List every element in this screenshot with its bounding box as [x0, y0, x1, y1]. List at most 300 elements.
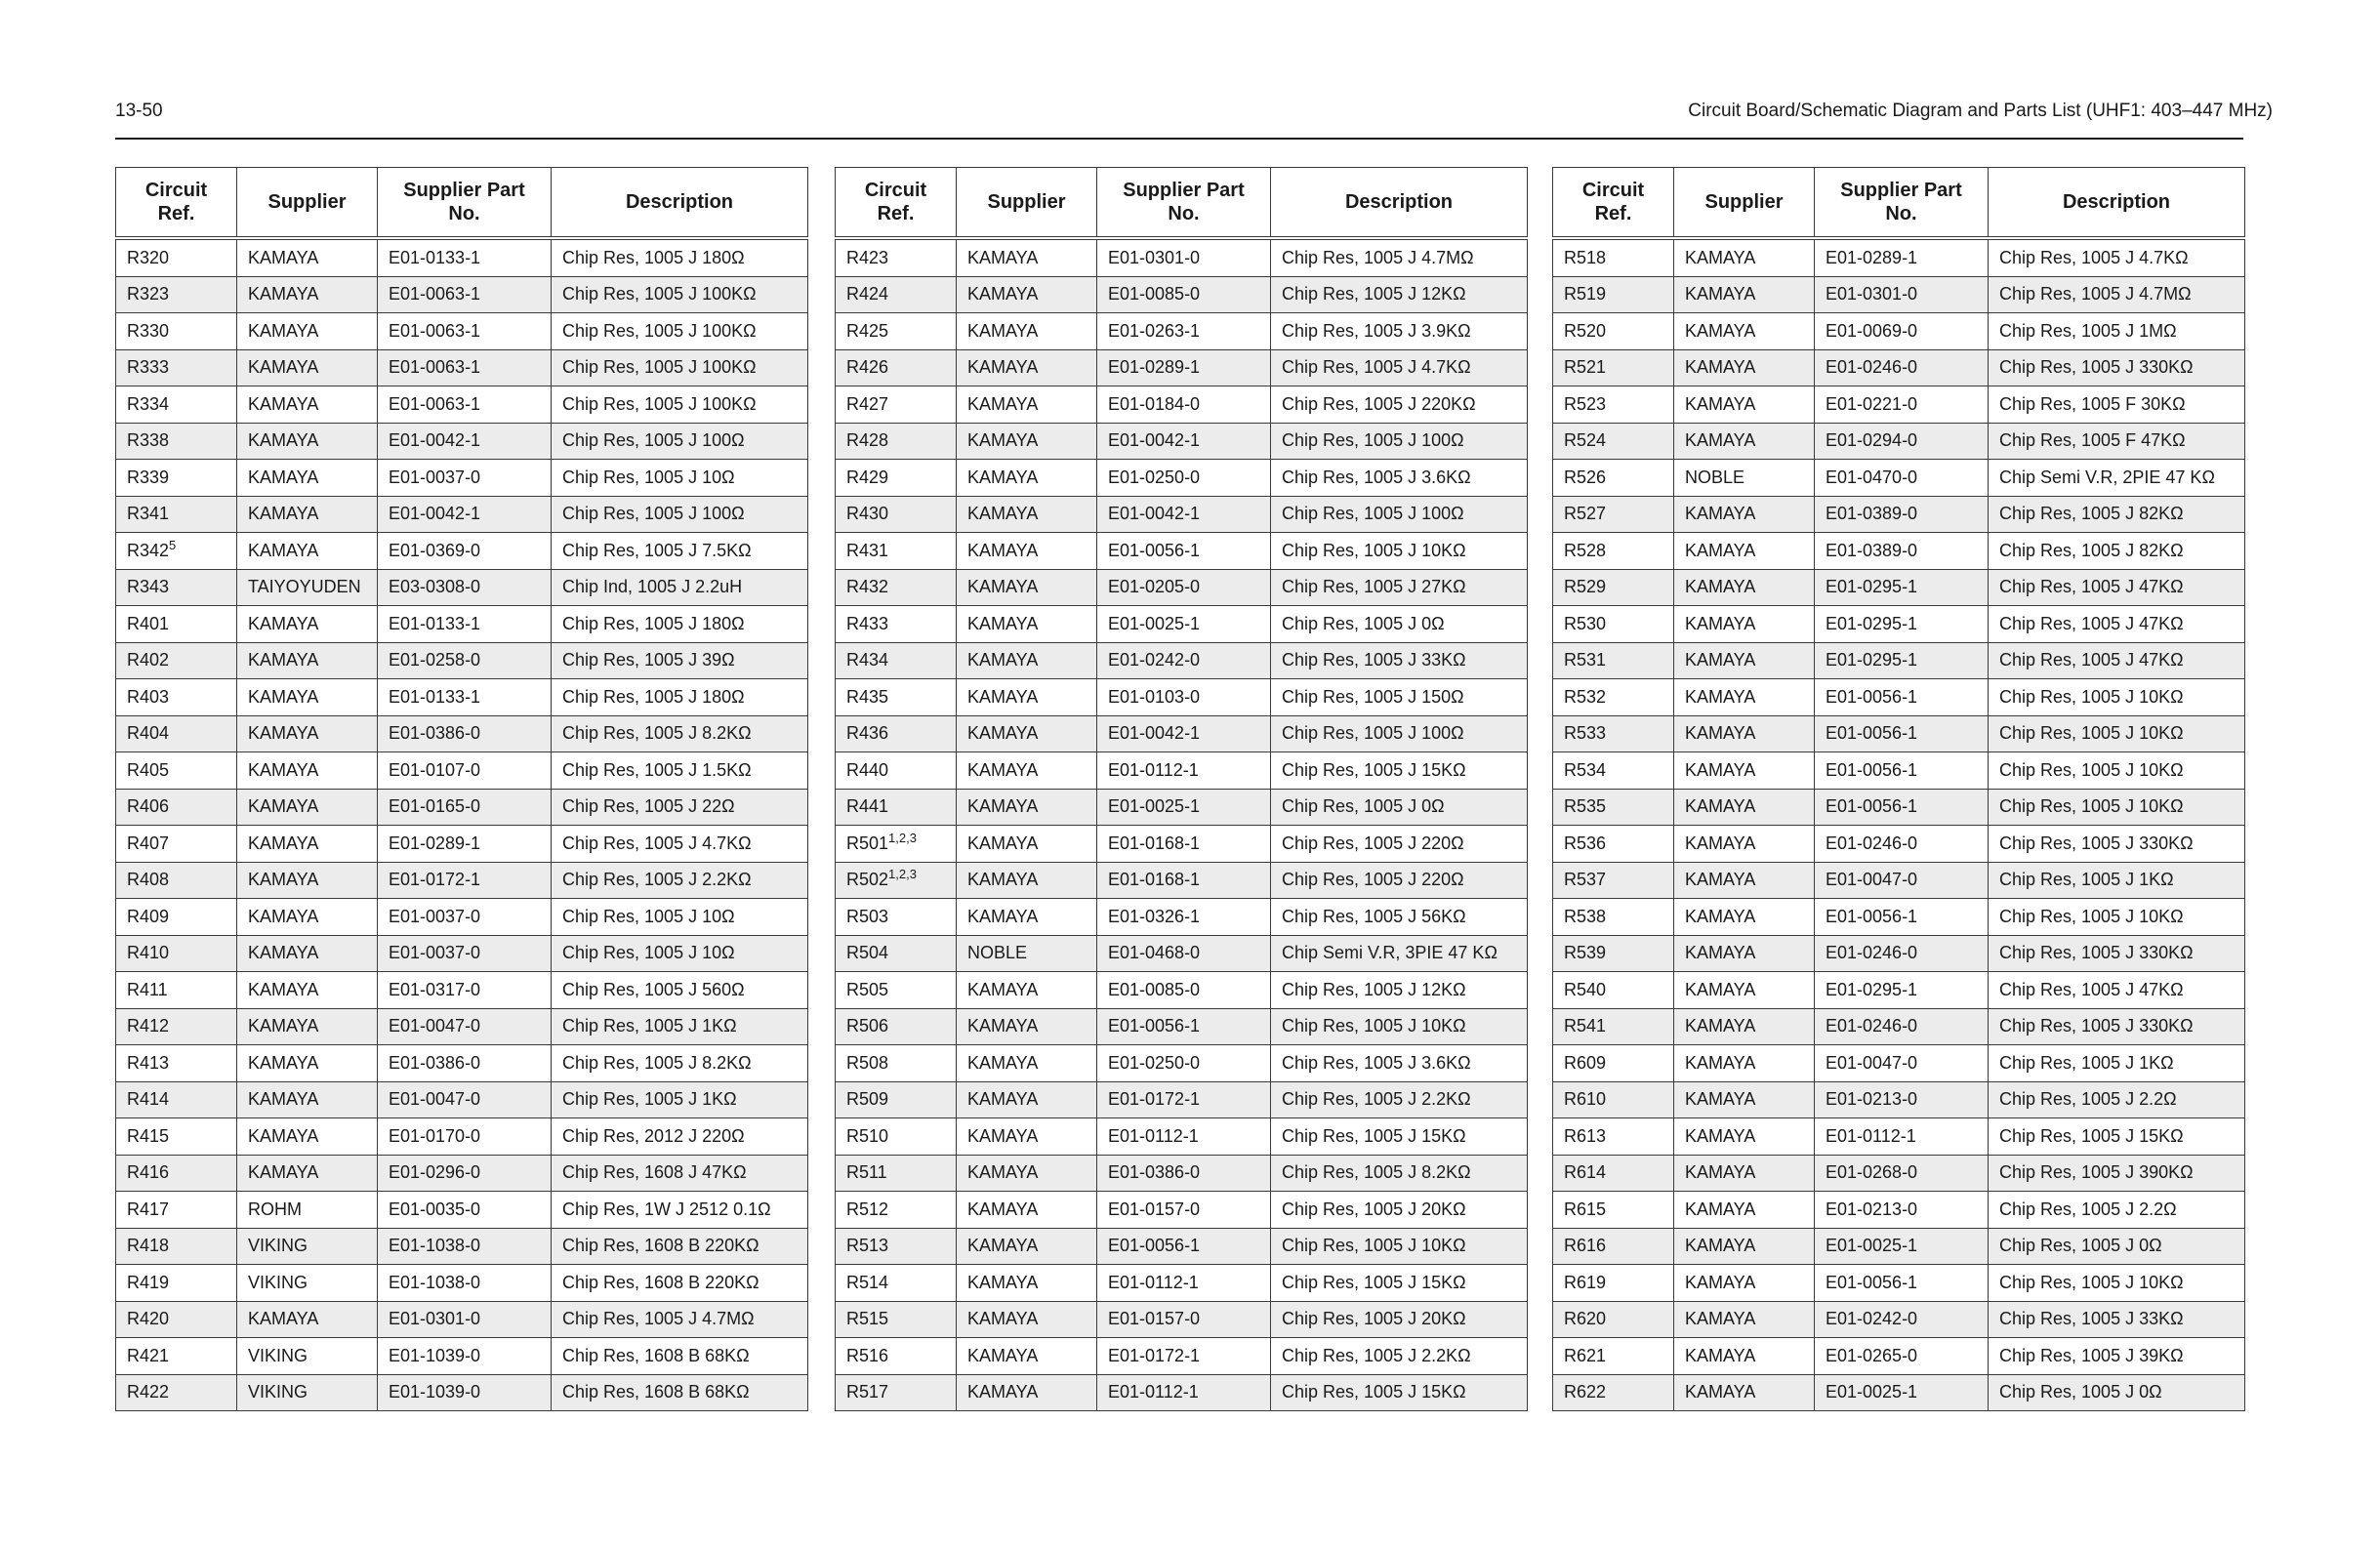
table-row [116, 1118, 808, 1156]
table-row [836, 1374, 1528, 1411]
description-cell: Chip Res, 1608 B 220KΩ [552, 1265, 808, 1302]
circuit-ref-cell [836, 1008, 957, 1045]
circuit-ref-cell [1553, 715, 1674, 752]
circuit-ref-cell [836, 826, 957, 863]
supplier-part-no-cell: E01-0184-0 [1097, 386, 1271, 424]
supplier-cell: VIKING [237, 1228, 378, 1265]
description-cell: Chip Res, 1005 J 4.7MΩ [1271, 238, 1528, 276]
supplier-cell: KAMAYA [1674, 386, 1815, 424]
supplier-part-no-cell: E01-0056-1 [1815, 679, 1989, 716]
table-row [836, 533, 1528, 570]
supplier-cell: KAMAYA [237, 606, 378, 643]
description-cell: Chip Res, 1005 J 82KΩ [1989, 496, 2245, 533]
circuit-ref: R430 [846, 504, 889, 524]
circuit-ref-cell [1553, 1374, 1674, 1411]
table-row [1553, 1118, 2245, 1156]
circuit-ref-cell [116, 1338, 237, 1375]
circuit-ref-cell [836, 1081, 957, 1118]
footnote-superscript: 1,2,3 [888, 830, 917, 845]
table-row [836, 460, 1528, 497]
circuit-ref-cell [116, 1265, 237, 1302]
table-row [836, 1118, 1528, 1156]
supplier-cell: KAMAYA [1674, 935, 1815, 972]
circuit-ref: R538 [1564, 906, 1607, 926]
supplier-part-no-cell: E01-0112-1 [1815, 1118, 1989, 1156]
supplier-part-no-cell: E01-0221-0 [1815, 386, 1989, 424]
supplier-cell: KAMAYA [1674, 715, 1815, 752]
circuit-ref-cell [1553, 1338, 1674, 1375]
description-cell: Chip Res, 1005 J 3.6KΩ [1271, 460, 1528, 497]
circuit-ref-cell [1553, 935, 1674, 972]
supplier-part-no-cell: E01-0386-0 [378, 1045, 552, 1082]
supplier-part-no-cell: E01-0133-1 [378, 238, 552, 276]
description-cell: Chip Res, 1005 J 1MΩ [1989, 313, 2245, 350]
table-row [1553, 899, 2245, 936]
supplier-part-no-cell: E01-0172-1 [1097, 1338, 1271, 1375]
circuit-ref-cell [836, 1228, 957, 1265]
circuit-ref-cell [836, 1301, 957, 1338]
circuit-ref-cell [836, 642, 957, 679]
description-cell: Chip Res, 1005 J 39Ω [552, 642, 808, 679]
table-row [1553, 313, 2245, 350]
supplier-part-no-cell: E01-0056-1 [1815, 1265, 1989, 1302]
table-row [116, 935, 808, 972]
table-row [836, 569, 1528, 606]
supplier-cell: KAMAYA [957, 1081, 1097, 1118]
supplier-part-no-cell: E01-0470-0 [1815, 460, 1989, 497]
table-row [1553, 935, 2245, 972]
header-supplier: Supplier [957, 168, 1097, 239]
circuit-ref-cell [1553, 862, 1674, 899]
description-cell: Chip Res, 1005 J 100Ω [1271, 715, 1528, 752]
supplier-cell: KAMAYA [957, 313, 1097, 350]
circuit-ref-cell [1553, 386, 1674, 424]
supplier-part-no-cell: E01-0037-0 [378, 460, 552, 497]
circuit-ref: R609 [1564, 1052, 1607, 1073]
table-row [836, 642, 1528, 679]
supplier-cell: KAMAYA [1674, 752, 1815, 790]
circuit-ref: R407 [127, 833, 170, 853]
circuit-ref: R431 [846, 540, 889, 560]
description-cell: Chip Res, 1005 J 10KΩ [1989, 715, 2245, 752]
description-cell: Chip Res, 1005 J 1KΩ [552, 1081, 808, 1118]
supplier-cell: KAMAYA [237, 423, 378, 460]
supplier-part-no-cell: E01-0296-0 [378, 1155, 552, 1192]
circuit-ref: R520 [1564, 320, 1607, 341]
circuit-ref: R514 [846, 1272, 889, 1292]
circuit-ref-cell [1553, 1192, 1674, 1229]
description-cell: Chip Res, 2012 J 220Ω [552, 1118, 808, 1156]
supplier-cell: KAMAYA [957, 606, 1097, 643]
description-cell: Chip Res, 1005 J 47KΩ [1989, 569, 2245, 606]
circuit-ref-cell [836, 460, 957, 497]
table-row [836, 826, 1528, 863]
circuit-ref: R532 [1564, 686, 1607, 707]
table-row [1553, 423, 2245, 460]
table-row [1553, 1301, 2245, 1338]
supplier-cell: KAMAYA [237, 935, 378, 972]
supplier-cell: KAMAYA [1674, 276, 1815, 313]
table-row [116, 1081, 808, 1118]
supplier-cell: NOBLE [1674, 460, 1815, 497]
supplier-cell: KAMAYA [957, 1192, 1097, 1229]
circuit-ref: R323 [127, 284, 170, 305]
supplier-part-no-cell: E01-0047-0 [1815, 1045, 1989, 1082]
table-row [836, 423, 1528, 460]
circuit-ref: R428 [846, 430, 889, 451]
circuit-ref: R521 [1564, 357, 1607, 378]
supplier-part-no-cell: E01-0289-1 [378, 826, 552, 863]
table-row [1553, 1081, 2245, 1118]
circuit-ref-cell [1553, 679, 1674, 716]
supplier-part-no-cell: E01-0063-1 [378, 313, 552, 350]
circuit-ref-cell [116, 1045, 237, 1082]
supplier-cell: KAMAYA [957, 349, 1097, 386]
description-cell: Chip Res, 1005 J 10KΩ [1989, 679, 2245, 716]
supplier-part-no-cell: E01-0063-1 [378, 386, 552, 424]
supplier-part-no-cell: E01-0295-1 [1815, 569, 1989, 606]
table-row [116, 533, 808, 570]
supplier-part-no-cell: E01-0112-1 [1097, 752, 1271, 790]
table-row [116, 1155, 808, 1192]
supplier-cell: KAMAYA [237, 642, 378, 679]
circuit-ref: R420 [127, 1309, 170, 1329]
description-cell: Chip Res, 1005 J 10KΩ [1271, 1228, 1528, 1265]
supplier-cell: KAMAYA [237, 533, 378, 570]
header-description: Description [552, 168, 808, 239]
circuit-ref: R510 [846, 1125, 889, 1146]
supplier-cell: KAMAYA [237, 715, 378, 752]
circuit-ref: R341 [127, 504, 170, 524]
description-cell: Chip Res, 1005 J 100Ω [1271, 423, 1528, 460]
table-row [116, 642, 808, 679]
circuit-ref: R527 [1564, 504, 1607, 524]
circuit-ref-cell [116, 1192, 237, 1229]
circuit-ref: R610 [1564, 1089, 1607, 1110]
circuit-ref: R412 [127, 1016, 170, 1036]
description-cell: Chip Res, 1005 J 220Ω [1271, 862, 1528, 899]
circuit-ref: R406 [127, 796, 170, 817]
description-cell: Chip Res, 1005 J 1KΩ [1989, 1045, 2245, 1082]
circuit-ref: R434 [846, 650, 889, 670]
supplier-part-no-cell: E01-0056-1 [1815, 789, 1989, 826]
supplier-cell: KAMAYA [957, 899, 1097, 936]
supplier-part-no-cell: E01-0168-1 [1097, 862, 1271, 899]
supplier-cell: KAMAYA [237, 460, 378, 497]
supplier-part-no-cell: E01-0242-0 [1815, 1301, 1989, 1338]
supplier-cell: KAMAYA [957, 1118, 1097, 1156]
supplier-cell: KAMAYA [1674, 972, 1815, 1009]
supplier-part-no-cell: E01-0326-1 [1097, 899, 1271, 936]
circuit-ref: R526 [1564, 467, 1607, 487]
table-row [836, 606, 1528, 643]
supplier-part-no-cell: E01-0069-0 [1815, 313, 1989, 350]
supplier-part-no-cell: E01-0301-0 [1097, 238, 1271, 276]
circuit-ref: R516 [846, 1345, 889, 1365]
description-cell: Chip Res, 1005 J 2.2Ω [1989, 1081, 2245, 1118]
description-cell: Chip Res, 1005 J 150Ω [1271, 679, 1528, 716]
circuit-ref: R418 [127, 1236, 170, 1256]
circuit-ref-cell [836, 386, 957, 424]
circuit-ref-cell [1553, 1155, 1674, 1192]
supplier-cell: KAMAYA [237, 1118, 378, 1156]
table-row [836, 679, 1528, 716]
supplier-cell: ROHM [237, 1192, 378, 1229]
circuit-ref-cell [116, 1008, 237, 1045]
description-cell: Chip Res, 1005 J 180Ω [552, 679, 808, 716]
description-cell: Chip Res, 1608 B 220KΩ [552, 1228, 808, 1265]
circuit-ref-cell [116, 386, 237, 424]
header-circuit-ref: Circuit Ref. [116, 168, 237, 239]
table-row [116, 862, 808, 899]
supplier-part-no-cell: E01-0170-0 [378, 1118, 552, 1156]
supplier-cell: KAMAYA [1674, 569, 1815, 606]
circuit-ref-cell [1553, 1228, 1674, 1265]
circuit-ref-cell [116, 1155, 237, 1192]
table-row [116, 1008, 808, 1045]
supplier-cell: KAMAYA [957, 276, 1097, 313]
supplier-part-no-cell: E01-0295-1 [1815, 642, 1989, 679]
table-row [836, 789, 1528, 826]
supplier-part-no-cell: E01-0295-1 [1815, 972, 1989, 1009]
description-cell: Chip Res, 1005 J 15KΩ [1271, 752, 1528, 790]
circuit-ref: R333 [127, 357, 170, 378]
table-row [116, 349, 808, 386]
circuit-ref: R401 [127, 613, 170, 633]
circuit-ref-cell [836, 899, 957, 936]
supplier-cell: KAMAYA [1674, 496, 1815, 533]
supplier-part-no-cell: E01-1038-0 [378, 1265, 552, 1302]
circuit-ref-cell [1553, 752, 1674, 790]
description-cell: Chip Res, 1005 J 2.2KΩ [1271, 1081, 1528, 1118]
circuit-ref-cell [116, 313, 237, 350]
circuit-ref: R616 [1564, 1236, 1607, 1256]
circuit-ref-cell [1553, 826, 1674, 863]
circuit-ref: R429 [846, 467, 889, 487]
description-cell: Chip Res, 1005 J 10KΩ [1271, 533, 1528, 570]
circuit-ref: R534 [1564, 759, 1607, 780]
parts-table-column-2 [835, 167, 1528, 1411]
circuit-ref: R541 [1564, 1016, 1607, 1036]
description-cell: Chip Res, 1W J 2512 0.1Ω [552, 1192, 808, 1229]
supplier-cell: KAMAYA [1674, 679, 1815, 716]
table-row [116, 276, 808, 313]
circuit-ref-cell [116, 642, 237, 679]
supplier-cell: TAIYOYUDEN [237, 569, 378, 606]
table-row [836, 386, 1528, 424]
circuit-ref: R414 [127, 1089, 170, 1110]
table-row [1553, 533, 2245, 570]
circuit-ref: R338 [127, 430, 170, 451]
supplier-cell: KAMAYA [957, 238, 1097, 276]
supplier-part-no-cell: E01-0205-0 [1097, 569, 1271, 606]
description-cell: Chip Res, 1005 J 4.7KΩ [1271, 349, 1528, 386]
supplier-part-no-cell: E01-0389-0 [1815, 496, 1989, 533]
supplier-cell: KAMAYA [957, 1008, 1097, 1045]
table-row [1553, 972, 2245, 1009]
description-cell: Chip Res, 1005 J 22Ω [552, 789, 808, 826]
supplier-part-no-cell: E01-0246-0 [1815, 1008, 1989, 1045]
supplier-part-no-cell: E01-0103-0 [1097, 679, 1271, 716]
supplier-cell: KAMAYA [957, 423, 1097, 460]
supplier-part-no-cell: E01-0063-1 [378, 276, 552, 313]
table-row [1553, 715, 2245, 752]
description-cell: Chip Res, 1005 J 100KΩ [552, 386, 808, 424]
supplier-cell: KAMAYA [1674, 1338, 1815, 1375]
description-cell: Chip Res, 1005 J 2.2KΩ [552, 862, 808, 899]
description-cell: Chip Res, 1005 J 3.6KΩ [1271, 1045, 1528, 1082]
circuit-ref-cell [116, 826, 237, 863]
circuit-ref: R422 [127, 1382, 170, 1402]
description-cell: Chip Res, 1005 J 2.2Ω [1989, 1192, 2245, 1229]
supplier-part-no-cell: E01-0133-1 [378, 679, 552, 716]
description-cell: Chip Res, 1005 J 10KΩ [1989, 752, 2245, 790]
supplier-cell: KAMAYA [1674, 899, 1815, 936]
table-row [836, 1081, 1528, 1118]
description-cell: Chip Res, 1005 J 180Ω [552, 238, 808, 276]
circuit-ref: R508 [846, 1052, 889, 1073]
supplier-cell: KAMAYA [957, 1374, 1097, 1411]
supplier-cell: KAMAYA [957, 679, 1097, 716]
description-cell: Chip Semi V.R, 2PIE 47 KΩ [1989, 460, 2245, 497]
circuit-ref-cell [116, 752, 237, 790]
footnote-superscript: 5 [169, 537, 177, 552]
supplier-cell: KAMAYA [957, 715, 1097, 752]
supplier-cell: KAMAYA [237, 679, 378, 716]
supplier-cell: KAMAYA [237, 752, 378, 790]
circuit-ref-cell [836, 276, 957, 313]
circuit-ref: R619 [1564, 1272, 1607, 1292]
header-supplier-part-no: Supplier Part No. [1097, 168, 1271, 239]
supplier-part-no-cell: E01-0025-1 [1097, 606, 1271, 643]
circuit-ref: R405 [127, 759, 170, 780]
table-row [116, 1192, 808, 1229]
circuit-ref-cell [1553, 1008, 1674, 1045]
supplier-part-no-cell: E01-0085-0 [1097, 276, 1271, 313]
circuit-ref-cell [836, 679, 957, 716]
description-cell: Chip Res, 1005 J 390KΩ [1989, 1155, 2245, 1192]
header-supplier-part-no: Supplier Part No. [378, 168, 552, 239]
table-row [1553, 1045, 2245, 1082]
supplier-cell: KAMAYA [237, 238, 378, 276]
circuit-ref: R501 [846, 833, 889, 853]
circuit-ref: R506 [846, 1016, 889, 1036]
table-body [836, 238, 1528, 1411]
supplier-cell: KAMAYA [957, 1301, 1097, 1338]
circuit-ref-cell [116, 715, 237, 752]
supplier-part-no-cell: E01-0063-1 [378, 349, 552, 386]
supplier-cell: KAMAYA [237, 1155, 378, 1192]
supplier-cell: KAMAYA [1674, 1118, 1815, 1156]
table-row [116, 238, 808, 276]
table-row [116, 1301, 808, 1338]
header-supplier: Supplier [1674, 168, 1815, 239]
supplier-part-no-cell: E01-0157-0 [1097, 1192, 1271, 1229]
circuit-ref-cell [116, 899, 237, 936]
circuit-ref-cell [1553, 1265, 1674, 1302]
description-cell: Chip Res, 1005 J 15KΩ [1271, 1265, 1528, 1302]
circuit-ref: R519 [1564, 284, 1607, 305]
description-cell: Chip Res, 1005 J 10KΩ [1271, 1008, 1528, 1045]
description-cell: Chip Res, 1608 B 68KΩ [552, 1338, 808, 1375]
supplier-part-no-cell: E01-0025-1 [1815, 1374, 1989, 1411]
supplier-cell: KAMAYA [957, 972, 1097, 1009]
circuit-ref-cell [116, 423, 237, 460]
supplier-part-no-cell: E01-0056-1 [1815, 715, 1989, 752]
table-row [116, 1228, 808, 1265]
supplier-cell: KAMAYA [237, 789, 378, 826]
circuit-ref: R433 [846, 613, 889, 633]
supplier-part-no-cell: E01-0042-1 [1097, 423, 1271, 460]
table-row [836, 862, 1528, 899]
supplier-cell: KAMAYA [1674, 533, 1815, 570]
circuit-ref-cell [836, 752, 957, 790]
circuit-ref-cell [836, 1338, 957, 1375]
circuit-ref-cell [836, 1192, 957, 1229]
supplier-part-no-cell: E01-0389-0 [1815, 533, 1989, 570]
supplier-part-no-cell: E01-0295-1 [1815, 606, 1989, 643]
supplier-part-no-cell: E01-0265-0 [1815, 1338, 1989, 1375]
circuit-ref: R535 [1564, 796, 1607, 817]
circuit-ref-cell [116, 1228, 237, 1265]
circuit-ref-cell [116, 238, 237, 276]
supplier-part-no-cell: E01-0056-1 [1815, 899, 1989, 936]
circuit-ref-cell [116, 679, 237, 716]
supplier-cell: KAMAYA [1674, 349, 1815, 386]
supplier-cell: KAMAYA [1674, 1081, 1815, 1118]
supplier-part-no-cell: E01-0157-0 [1097, 1301, 1271, 1338]
table-row [836, 238, 1528, 276]
table-row [1553, 1008, 2245, 1045]
description-cell: Chip Res, 1005 J 180Ω [552, 606, 808, 643]
circuit-ref: R417 [127, 1199, 170, 1219]
description-cell: Chip Res, 1005 J 15KΩ [1989, 1118, 2245, 1156]
supplier-part-no-cell: E01-0250-0 [1097, 460, 1271, 497]
supplier-part-no-cell: E01-1039-0 [378, 1374, 552, 1411]
supplier-cell: NOBLE [957, 935, 1097, 972]
description-cell: Chip Res, 1005 J 39KΩ [1989, 1338, 2245, 1375]
supplier-cell: KAMAYA [957, 569, 1097, 606]
header-description: Description [1271, 168, 1528, 239]
description-cell: Chip Res, 1005 J 8.2KΩ [552, 715, 808, 752]
supplier-part-no-cell: E01-0165-0 [378, 789, 552, 826]
description-cell: Chip Res, 1005 J 47KΩ [1989, 606, 2245, 643]
header-supplier-part-no: Supplier Part No. [1815, 168, 1989, 239]
circuit-ref-cell [836, 1265, 957, 1302]
supplier-part-no-cell: E01-0213-0 [1815, 1081, 1989, 1118]
description-cell: Chip Res, 1005 J 330KΩ [1989, 1008, 2245, 1045]
description-cell: Chip Semi V.R, 3PIE 47 KΩ [1271, 935, 1528, 972]
table-row [1553, 862, 2245, 899]
description-cell: Chip Res, 1005 J 8.2KΩ [552, 1045, 808, 1082]
table-row [1553, 606, 2245, 643]
description-cell: Chip Res, 1005 J 82KΩ [1989, 533, 2245, 570]
circuit-ref: R410 [127, 943, 170, 963]
table-row [116, 313, 808, 350]
circuit-ref: R342 [127, 540, 170, 560]
circuit-ref-cell [1553, 238, 1674, 276]
table-row [836, 276, 1528, 313]
circuit-ref: R423 [846, 247, 889, 267]
description-cell: Chip Res, 1005 J 33KΩ [1989, 1301, 2245, 1338]
table-row [1553, 569, 2245, 606]
circuit-ref: R427 [846, 393, 889, 414]
description-cell: Chip Res, 1005 J 4.7MΩ [552, 1301, 808, 1338]
supplier-cell: KAMAYA [1674, 789, 1815, 826]
supplier-part-no-cell: E01-0035-0 [378, 1192, 552, 1229]
description-cell: Chip Res, 1005 J 10KΩ [1989, 789, 2245, 826]
table-row [116, 752, 808, 790]
